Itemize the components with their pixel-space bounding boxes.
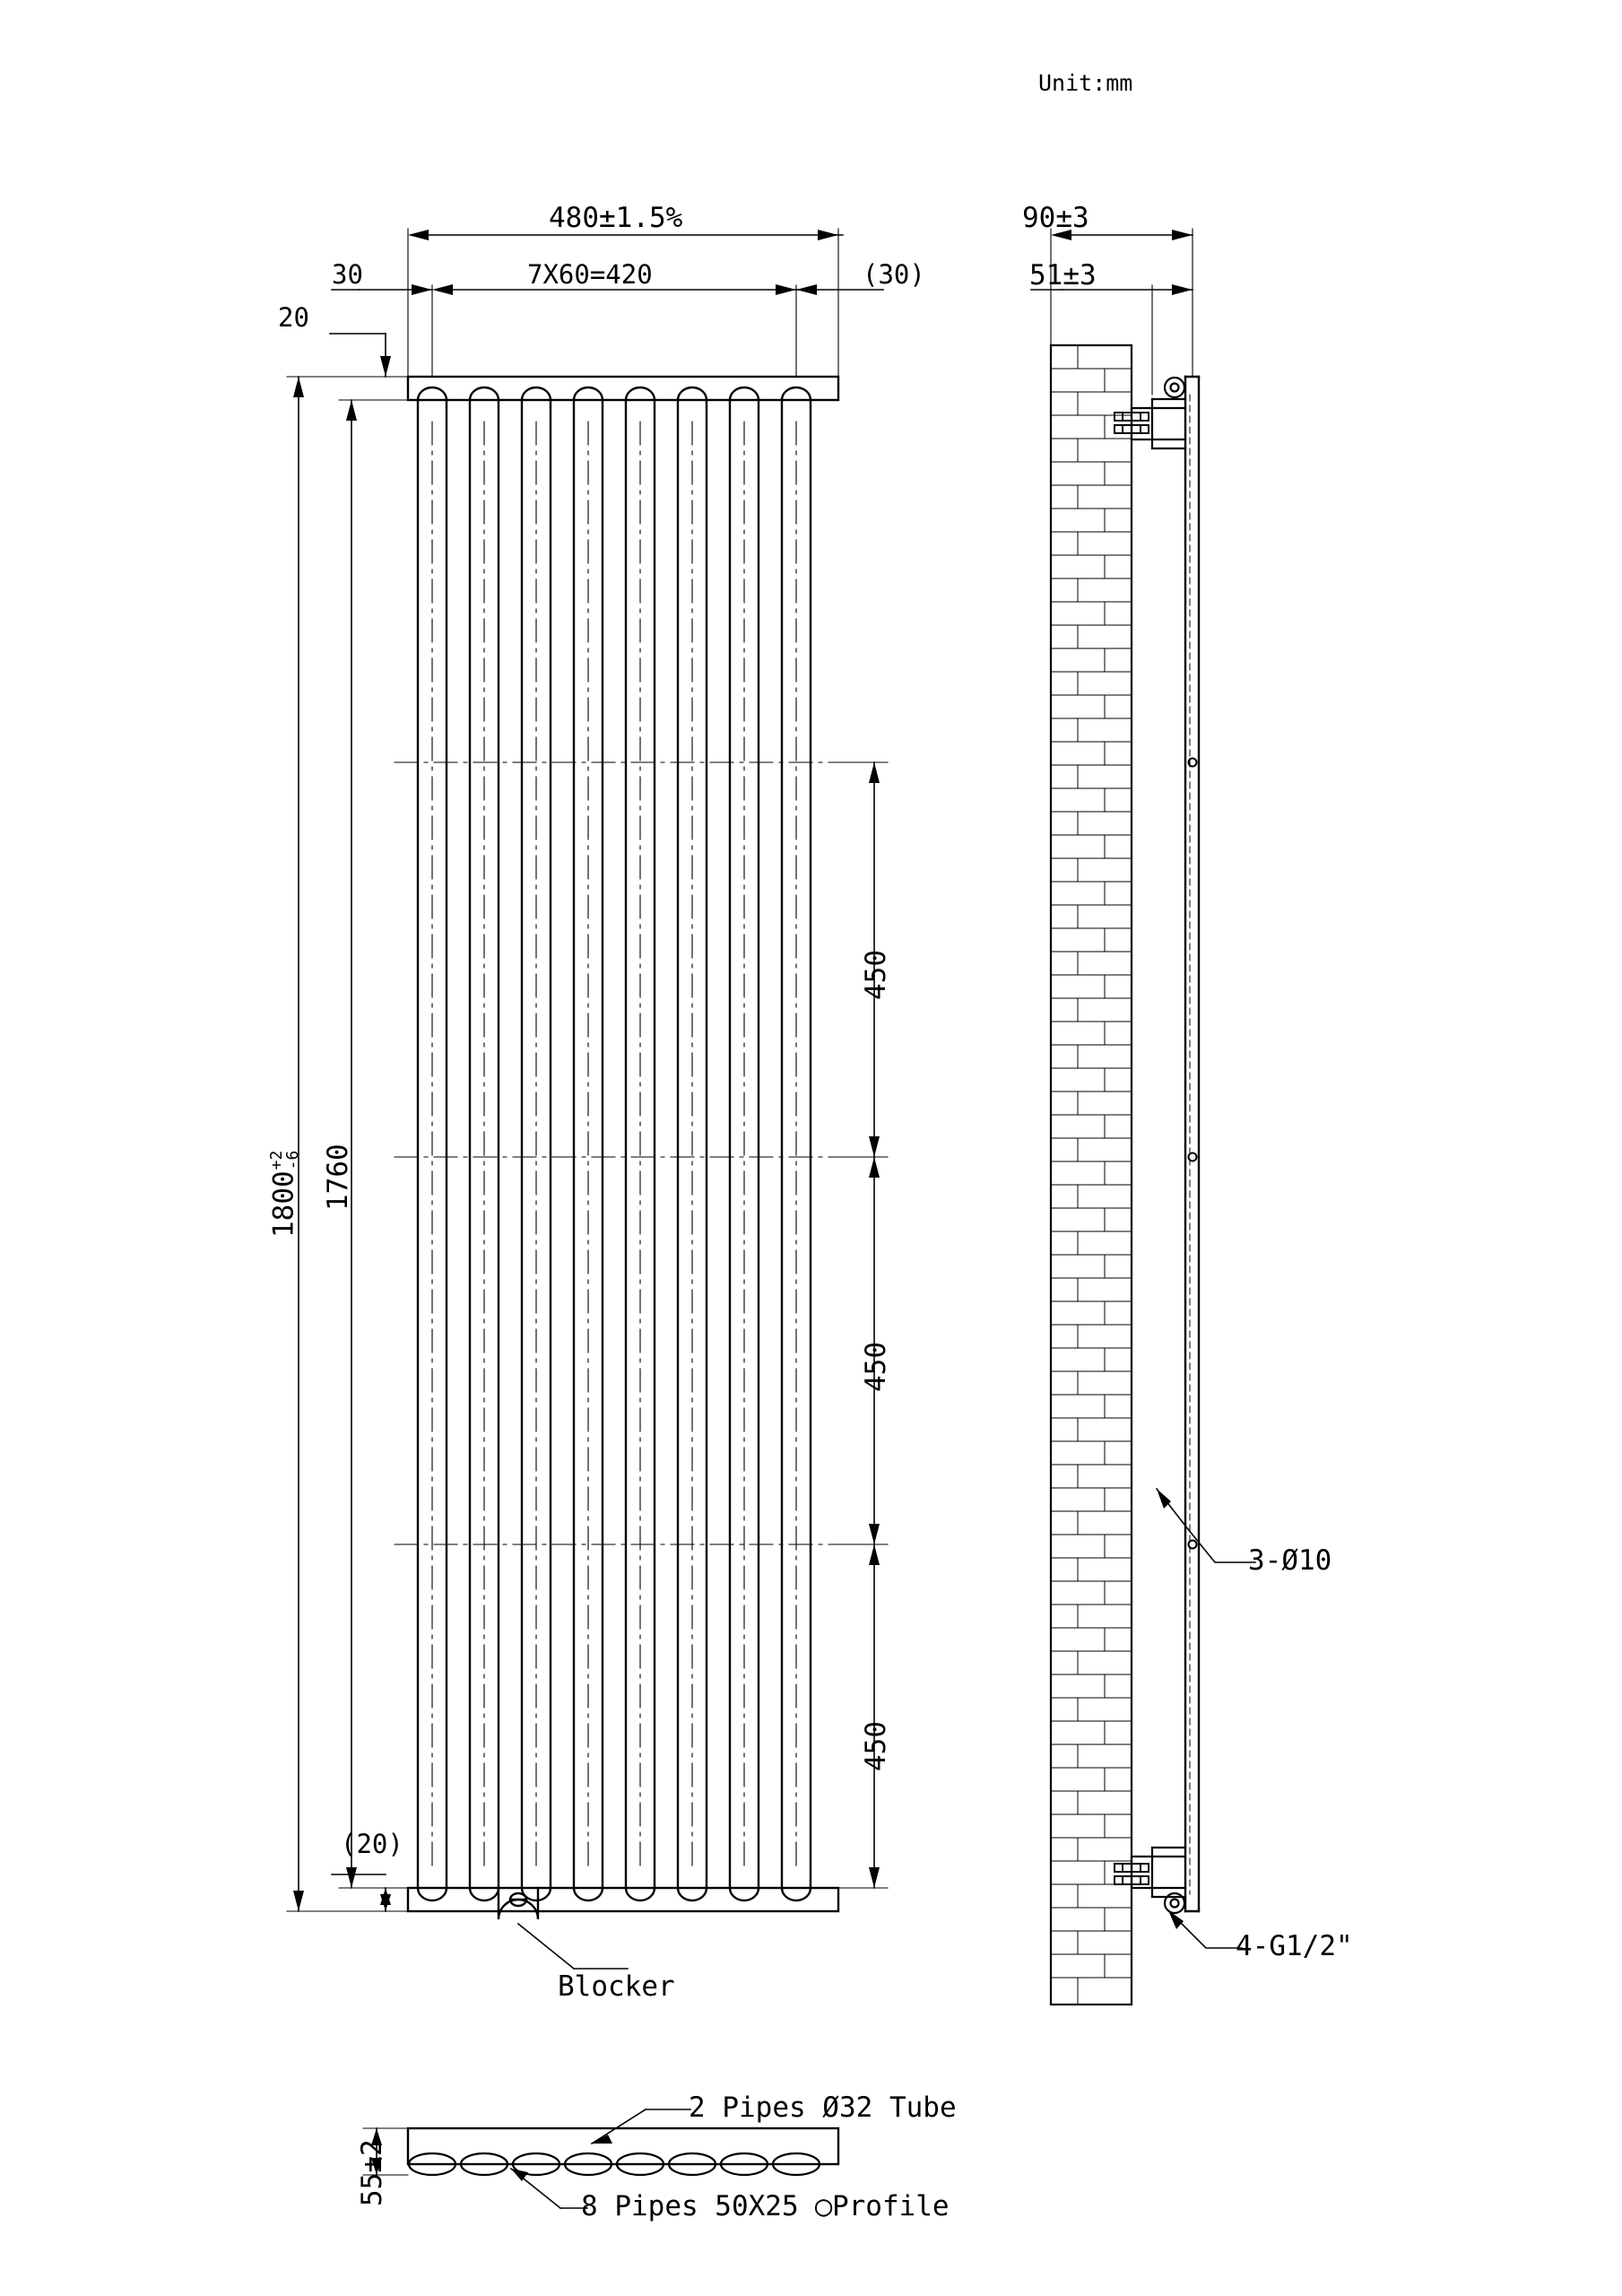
dim-height-tol-lower: -6 [282, 1150, 302, 1170]
dim-edge-right: (30) [863, 259, 925, 290]
blocker-label: Blocker [558, 1970, 675, 2003]
unit-note: Unit:mm [1038, 70, 1133, 96]
dim-height-inner: 1760 [322, 1144, 354, 1211]
dim-height-overall [269, 1151, 301, 1238]
dim-depth-overall: 90±3 [1022, 202, 1089, 234]
note-top-pipes: 2 Pipes Ø32 Tube [689, 2092, 957, 2124]
callout-connections: 4-G1/2" [1236, 1930, 1353, 1962]
dim-width-pitch: 7X60=420 [527, 259, 653, 290]
dim-section-thickness: 55±2 [356, 2139, 388, 2206]
dim-height-tol-upper: +2 [267, 1150, 286, 1170]
dim-top-offset: 20 [278, 302, 309, 333]
dim-bracket-spacing-3: 450 [860, 1721, 892, 1771]
dim-bottom-offset: (20) [341, 1829, 403, 1859]
dim-bracket-spacing-1: 450 [860, 950, 892, 1000]
dim-bracket-spacing-2: 450 [860, 1342, 892, 1392]
dim-edge-left: 30 [332, 259, 363, 290]
dim-width-overall: 480±1.5% [549, 202, 683, 234]
dim-height-overall-value: 1800 [267, 1170, 300, 1238]
note-bottom-pipes: 8 Pipes 50X25 ◯Profile [581, 2190, 950, 2222]
dim-depth-inner: 51±3 [1029, 259, 1097, 291]
callout-holes: 3-Ø10 [1248, 1544, 1332, 1577]
